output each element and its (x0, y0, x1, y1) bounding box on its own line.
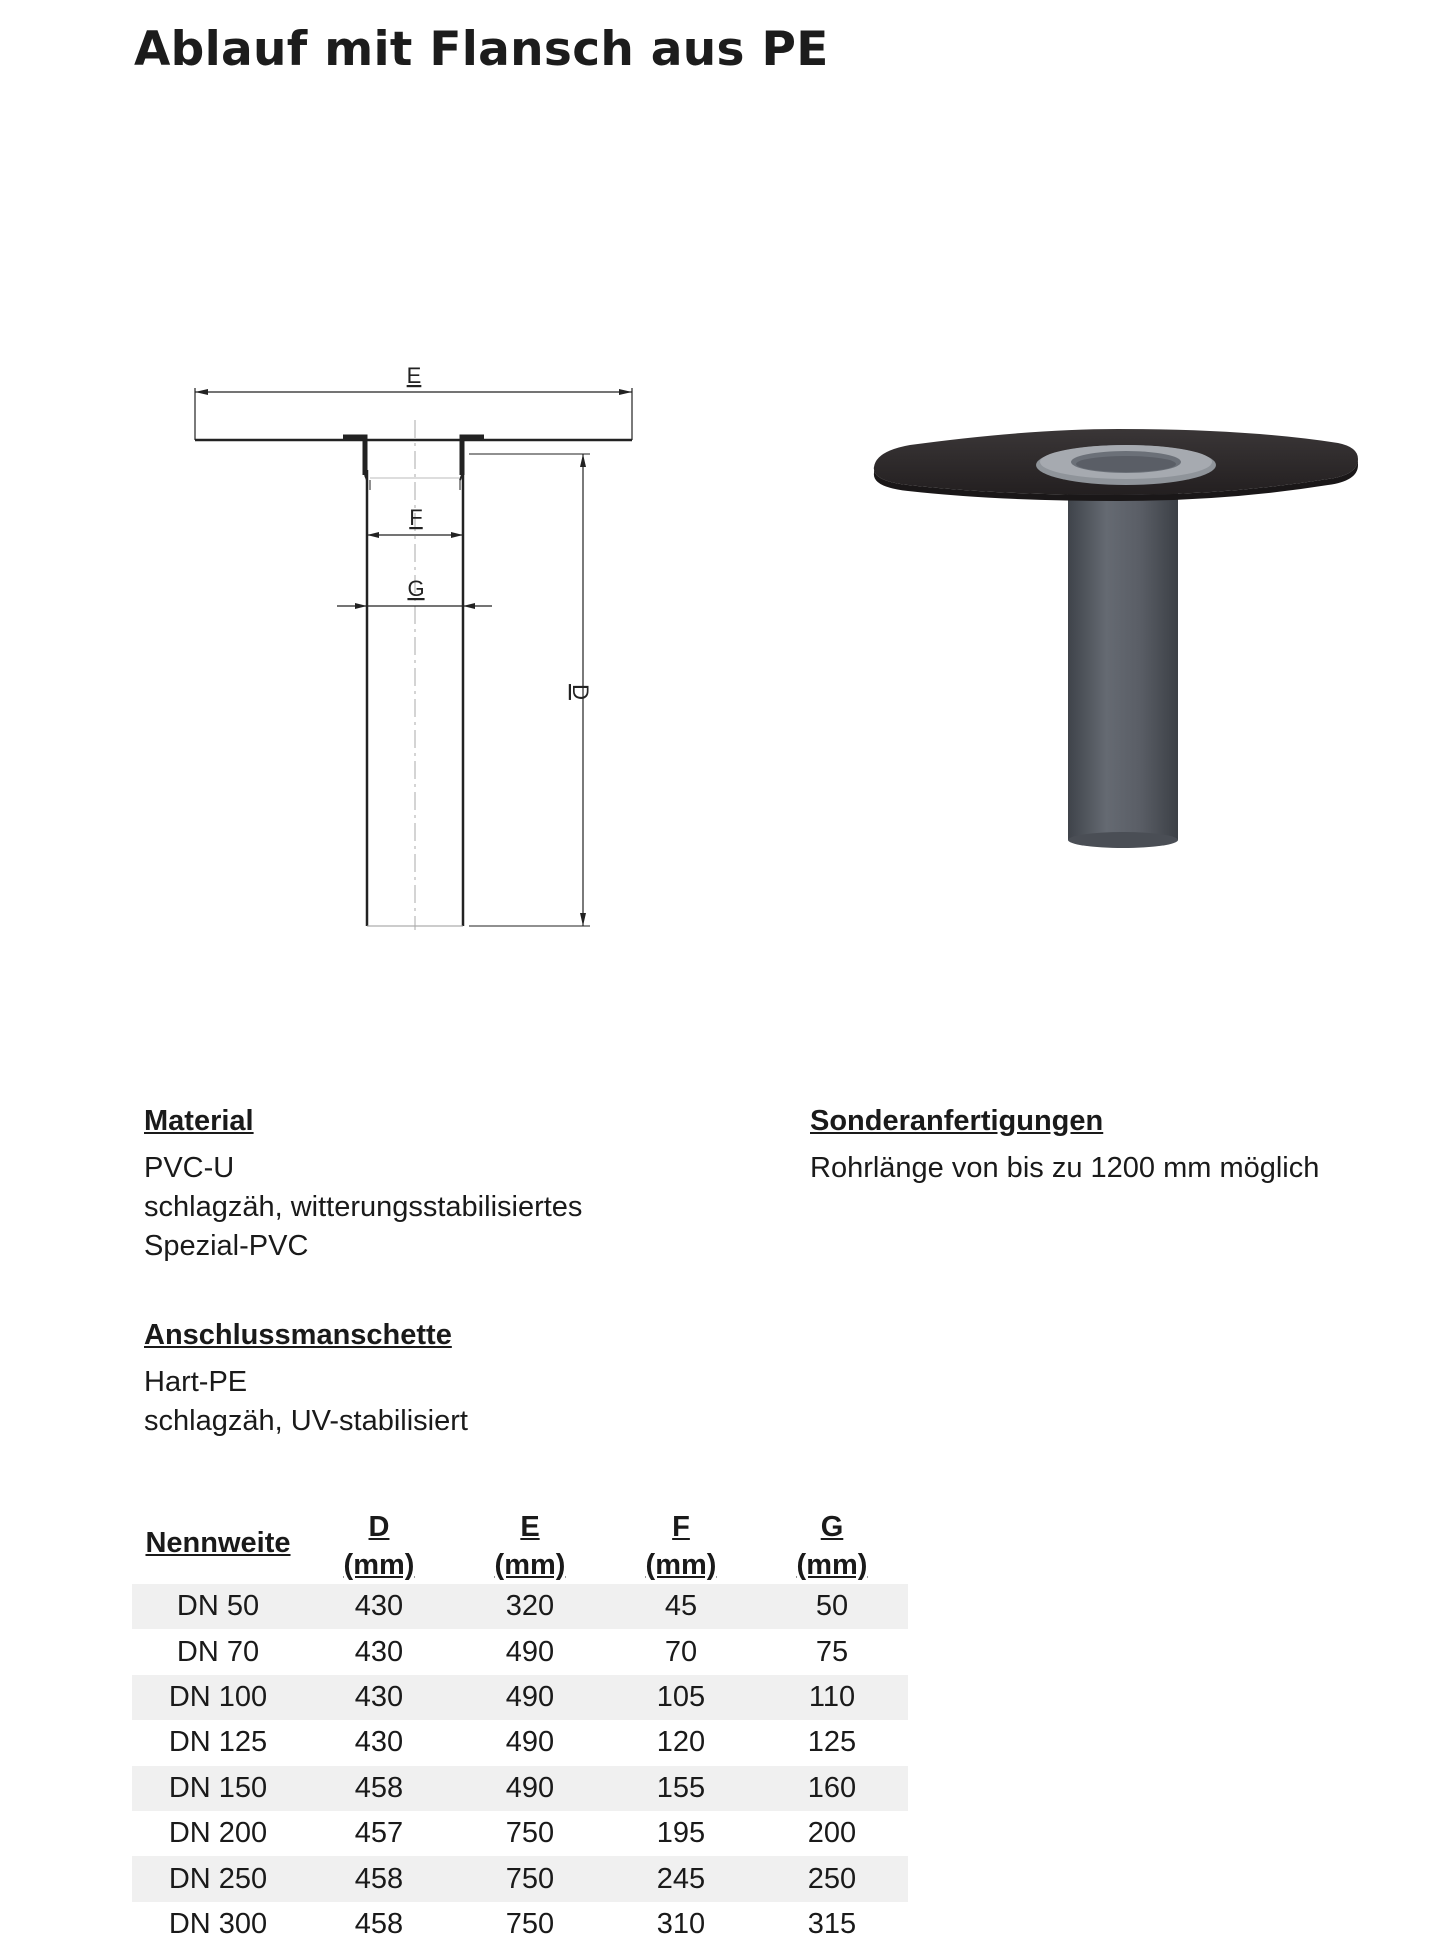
cell-nennweite: DN 70 (176, 1635, 260, 1668)
cell-e: 490 (505, 1726, 555, 1759)
table-row (132, 1856, 908, 1901)
header-f: F (mm) (645, 1511, 717, 1581)
cell-nennweite: DN 250 (132, 1856, 304, 1901)
material-line: Spezial-PVC (144, 1230, 309, 1262)
dim-label-g: G (407, 576, 425, 601)
cell-e: 490 (505, 1635, 555, 1668)
header-e: E (mm) (494, 1511, 566, 1581)
material-line: schlagzäh, witterungsstabilisiertes (144, 1191, 583, 1223)
table-row (132, 1629, 908, 1674)
header-g: G (mm) (796, 1511, 868, 1581)
sonderanfertigungen-heading: Sonderanfertigungen (810, 1105, 1104, 1137)
table-row (132, 1811, 908, 1856)
cell-g: 50 (756, 1584, 908, 1629)
cell-e: 320 (454, 1584, 606, 1629)
header-nennweite: Nennweite (145, 1527, 291, 1559)
cell-g: 250 (756, 1856, 908, 1901)
cell-d: 458 (304, 1856, 454, 1901)
cell-d: 430 (304, 1584, 454, 1629)
cell-d: 458 (354, 1907, 404, 1940)
cell-g: 200 (807, 1817, 857, 1850)
cell-d: 430 (304, 1675, 454, 1720)
table-row (132, 1584, 908, 1629)
table-row (132, 1902, 908, 1947)
cell-f: 245 (606, 1856, 756, 1901)
dim-label-f: F (409, 505, 423, 530)
table-row (132, 1675, 908, 1720)
cell-nennweite: DN 125 (168, 1726, 268, 1759)
cell-f: 45 (606, 1584, 756, 1629)
dim-label-d: D (568, 684, 593, 700)
cell-e: 490 (454, 1675, 606, 1720)
header-d: D (mm) (343, 1511, 415, 1581)
dimensions-table (132, 1496, 908, 1947)
material-line: PVC-U (144, 1152, 235, 1184)
cell-nennweite: DN 200 (168, 1817, 268, 1850)
cell-nennweite: DN 300 (168, 1907, 268, 1940)
sonderanfertigungen-line: Rohrlänge von bis zu 1200 mm möglich (810, 1152, 1320, 1184)
anschlussmanschette-heading: Anschlussmanschette (144, 1319, 452, 1351)
cell-d: 457 (354, 1817, 404, 1850)
table-row (132, 1720, 908, 1765)
cell-f: 310 (656, 1907, 706, 1940)
cell-d: 430 (354, 1635, 404, 1668)
technical-drawing (180, 340, 640, 940)
cell-e: 750 (454, 1856, 606, 1901)
cell-nennweite: DN 50 (132, 1584, 304, 1629)
table-header-row (132, 1496, 908, 1584)
material-heading: Material (144, 1105, 254, 1137)
cell-g: 75 (815, 1635, 849, 1668)
cell-g: 125 (807, 1726, 857, 1759)
cell-f: 70 (664, 1635, 698, 1668)
cell-d: 458 (304, 1766, 454, 1811)
cell-e: 750 (505, 1817, 555, 1850)
sonderanfertigungen-section (810, 1102, 1319, 1188)
product-photo (868, 425, 1378, 855)
anschlussmanschette-line: Hart-PE (144, 1366, 248, 1398)
cell-f: 195 (656, 1817, 706, 1850)
cell-f: 155 (606, 1766, 756, 1811)
anschlussmanschette-line: schlagzäh, UV-stabilisiert (144, 1405, 468, 1437)
material-section (144, 1102, 582, 1266)
table-row (132, 1766, 908, 1811)
cell-e: 490 (454, 1766, 606, 1811)
cell-g: 315 (807, 1907, 857, 1940)
anschlussmanschette-section (144, 1316, 468, 1441)
cell-e: 750 (505, 1907, 555, 1940)
cell-nennweite: DN 150 (132, 1766, 304, 1811)
cell-g: 160 (756, 1766, 908, 1811)
cell-f: 120 (656, 1726, 706, 1759)
cell-f: 105 (606, 1675, 756, 1720)
cell-nennweite: DN 100 (132, 1675, 304, 1720)
dim-label-e: E (406, 363, 422, 388)
cell-d: 430 (354, 1726, 404, 1759)
cell-g: 110 (756, 1675, 908, 1720)
page-title: Ablauf mit Flansch aus PE (134, 22, 829, 77)
